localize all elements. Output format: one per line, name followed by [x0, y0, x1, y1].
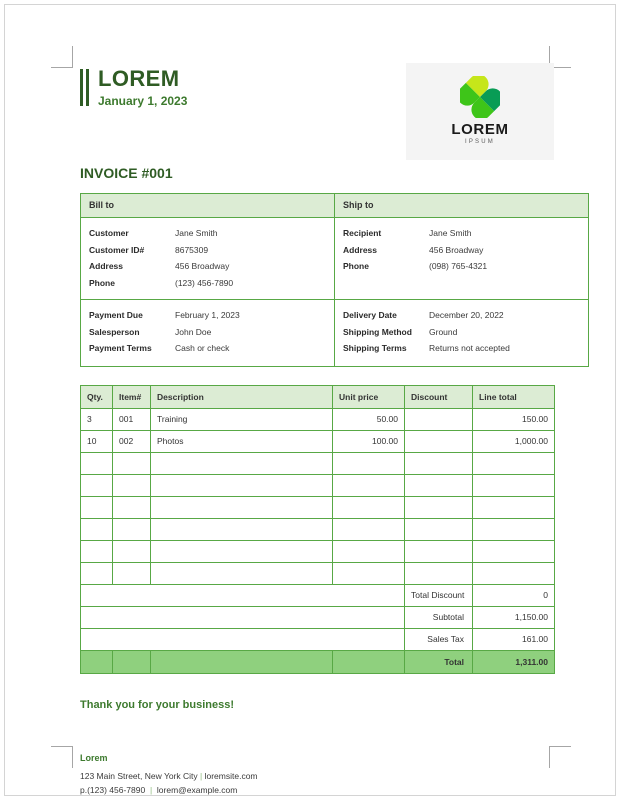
invoice-document — [80, 57, 554, 797]
table-row-empty — [81, 540, 555, 562]
column-header-discount: Discount — [405, 385, 473, 408]
column-header-qty: Qty. — [81, 385, 113, 408]
cell-unit-price: 100.00 — [333, 430, 405, 452]
field-label: Customer ID# — [89, 244, 145, 255]
logo-wordmark: LOREM — [451, 121, 509, 138]
invoice-number-title: INVOICE #001 — [80, 165, 173, 181]
field-row — [89, 340, 326, 357]
payment-terms-pane — [81, 300, 335, 367]
table-row-empty — [81, 452, 555, 474]
footer-separator: | — [200, 770, 203, 781]
page-sheet — [4, 4, 616, 796]
footer-company-name: Lorem — [80, 752, 108, 763]
field-label: Address — [89, 261, 124, 271]
document-footer — [80, 753, 554, 797]
cell-item: 001 — [113, 408, 151, 430]
thank-you-message: Thank you for your business! — [80, 698, 235, 711]
line-items-header-row — [81, 385, 555, 408]
summary-label: Total Discount — [405, 584, 473, 606]
field-label: Shipping Method — [343, 326, 412, 337]
column-header-description: Description — [151, 385, 333, 408]
field-value: Ground — [429, 326, 458, 337]
field-label: Phone — [89, 277, 115, 288]
field-row — [343, 242, 580, 259]
cell-discount — [405, 408, 473, 430]
cell-description: Photos — [151, 430, 333, 452]
field-row — [89, 275, 326, 292]
cell-unit-price: 50.00 — [333, 408, 405, 430]
line-items-table — [80, 385, 555, 674]
cell-line-total: 1,000.00 — [473, 430, 555, 452]
table-row-empty — [81, 496, 555, 518]
summary-label: Subtotal — [405, 606, 473, 628]
summary-value: 161.00 — [473, 628, 555, 650]
table-row-empty — [81, 562, 555, 584]
bill-to-heading: Bill to — [81, 194, 335, 218]
field-row — [89, 324, 326, 341]
summary-value: 1,150.00 — [473, 606, 555, 628]
summary-row-subtotal — [81, 606, 555, 628]
parties-terms-row — [81, 300, 589, 367]
field-value: Jane Smith — [175, 228, 218, 238]
total-label: Total — [405, 650, 473, 673]
brand-name: LOREM — [98, 66, 180, 91]
logo-subtitle: IPSUM — [464, 139, 495, 145]
crop-mark-bottom-left — [51, 746, 73, 768]
field-value: 456 Broadway — [175, 261, 230, 271]
parties-heading-row — [81, 194, 589, 218]
field-value: Jane Smith — [429, 228, 472, 238]
field-row — [89, 242, 326, 259]
summary-row-total — [81, 650, 555, 673]
brand-rule-icon — [80, 67, 89, 109]
cell-line-total: 150.00 — [473, 408, 555, 430]
field-row — [89, 258, 326, 275]
footer-address-line — [80, 769, 554, 783]
total-value: 1,311.00 — [473, 650, 555, 673]
company-logo — [406, 63, 554, 160]
footer-website[interactable]: loremsite.com — [204, 770, 258, 781]
footer-contact-line — [80, 783, 554, 797]
field-label: Address — [343, 244, 378, 255]
field-label: Delivery Date — [343, 310, 397, 320]
cell-discount — [405, 430, 473, 452]
field-row — [89, 307, 326, 324]
brand-block — [80, 67, 187, 109]
shipping-terms-pane — [335, 300, 589, 367]
parties-contact-row — [81, 218, 589, 300]
field-label: Salesperson — [89, 326, 140, 337]
field-row — [89, 225, 326, 242]
field-value: February 1, 2023 — [175, 310, 240, 320]
field-label: Payment Terms — [89, 343, 152, 353]
bill-to-contact — [81, 218, 335, 300]
field-label: Recipient — [343, 228, 382, 238]
field-row — [343, 307, 580, 324]
ship-to-contact — [335, 218, 589, 300]
cell-description: Training — [151, 408, 333, 430]
field-row — [343, 225, 580, 242]
summary-row-total-discount — [81, 584, 555, 606]
table-row-empty — [81, 518, 555, 540]
cell-qty: 3 — [81, 408, 113, 430]
field-value: 8675309 — [175, 244, 209, 255]
field-row — [343, 340, 580, 357]
field-value: (123) 456-7890 — [175, 277, 234, 288]
field-row-spacer — [343, 275, 580, 292]
field-row — [343, 324, 580, 341]
column-header-unit-price: Unit price — [333, 385, 405, 408]
cell-qty: 10 — [81, 430, 113, 452]
field-label: Customer — [89, 228, 129, 238]
field-label: Shipping Terms — [343, 343, 407, 353]
footer-address: 123 Main Street, New York City — [80, 770, 198, 781]
table-row — [81, 430, 555, 452]
field-value: Returns not accepted — [429, 343, 510, 353]
logo-capsule-icon — [460, 76, 500, 118]
field-value: John Doe — [175, 326, 212, 337]
field-value: December 20, 2022 — [429, 310, 504, 320]
footer-email[interactable]: lorem@example.com — [156, 784, 238, 795]
table-row-empty — [81, 474, 555, 496]
field-value: Cash or check — [175, 343, 230, 353]
column-header-line-total: Line total — [473, 385, 555, 408]
cell-item: 002 — [113, 430, 151, 452]
footer-phone: p.(123) 456-7890 — [80, 784, 146, 795]
table-row — [81, 408, 555, 430]
field-label: Phone — [343, 261, 369, 271]
footer-separator: | — [149, 784, 153, 795]
document-header — [80, 57, 554, 161]
field-value: (098) 765-4321 — [429, 261, 488, 271]
summary-value: 0 — [473, 584, 555, 606]
summary-row-sales-tax — [81, 628, 555, 650]
column-header-item: Item# — [113, 385, 151, 408]
invoice-date: January 1, 2023 — [98, 94, 188, 108]
summary-label: Sales Tax — [405, 628, 473, 650]
field-value: 456 Broadway — [429, 244, 484, 255]
parties-table — [80, 193, 589, 367]
crop-mark-top-left — [51, 46, 73, 68]
field-label: Payment Due — [89, 310, 143, 320]
ship-to-heading: Ship to — [335, 194, 589, 218]
field-row — [343, 258, 580, 275]
